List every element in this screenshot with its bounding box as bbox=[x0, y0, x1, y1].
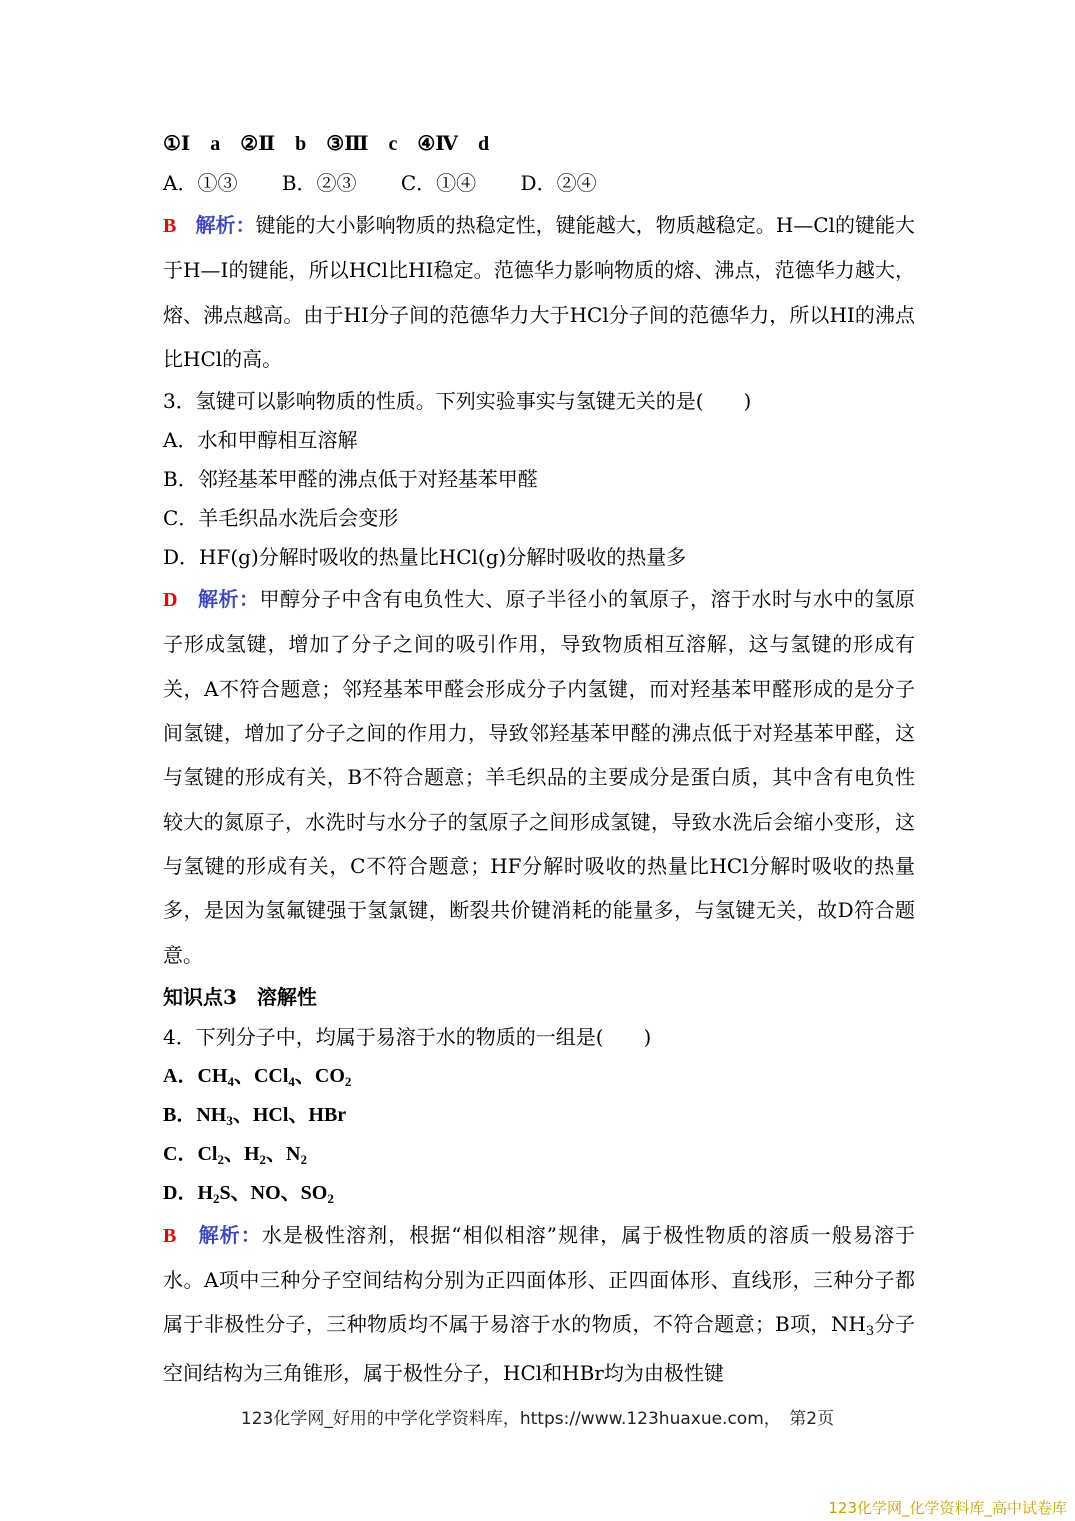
q4-option-d: D．$H_2S$、NO、$SO_2$ bbox=[163, 1181, 334, 1206]
q2-analysis-text: 键能的大小影响物质的热稳定性，键能越大，物质越稳定。H—Cl的键能大于H—I的键能，所以HCl比HI稳定。范德华力影响物质的熔、沸点，范德华力越大，熔、沸点越高。由于HI分子间的范德华力大于HCl分子间的范德华力，所以HI的沸点比HCl的高。 bbox=[163, 213, 916, 371]
q2-pairs: ①Ⅰ a ②Ⅱ b ③Ⅲ c ④Ⅳ d bbox=[163, 133, 490, 155]
q2-option-d: D．②④ bbox=[520, 171, 597, 195]
q2-option-a: A．①③ bbox=[163, 171, 238, 195]
q3-stem: 3．氢键可以影响物质的性质。下列实验事实与氢键无关的是( ) bbox=[163, 389, 752, 414]
q2-explanation bbox=[163, 203, 915, 381]
q3-analysis-label: 解析： bbox=[198, 587, 260, 612]
q4-analysis-label: 解析： bbox=[198, 1222, 262, 1247]
q4-explanation: B 解析：水是极性溶剂，根据“相似相溶”规律，属于极性物质的溶质一般易溶于水。A项中三种分子空间结构分别为正四面体形、正四面体形、直线形，三种分子都属于非极性分子，三种物质均不属于易溶于水的物质，不符合题意；B项，$NH_3$分子空间结构为三角锥形，属于极性分子，HCl和HBr均为由极性键 bbox=[163, 1222, 916, 1385]
section-heading: 知识点3 溶解性 bbox=[163, 984, 317, 1009]
q3-option-b: B．邻羟基苯甲醛的沸点低于对羟基苯甲醛 bbox=[163, 467, 538, 492]
q4-option-a: A．$CH_4$、CCl$_4$、$CO_2$ bbox=[163, 1064, 352, 1089]
q4-option-c: C．$Cl_2$、$H_2$、$N_2$ bbox=[163, 1142, 307, 1167]
page-footer: 123化学网_好用的中学化学资料库，https://www.123huaxue.com， 第2页 bbox=[240, 1409, 835, 1429]
q3-option-c: C．羊毛织品水洗后会变形 bbox=[163, 506, 399, 531]
q2-options bbox=[163, 164, 915, 203]
q3-option-a: A．水和甲醇相互溶解 bbox=[163, 428, 358, 453]
q4-stem: 4．下列分子中，均属于易溶于水的物质的一组是( ) bbox=[163, 1024, 652, 1049]
q4-answer: B bbox=[163, 1224, 177, 1247]
q4-option-b: B．$NH_3$、HCl、HBr bbox=[163, 1103, 347, 1128]
watermark-text: 123化学网_化学资料库_高中试卷库 bbox=[828, 1499, 1067, 1517]
q2-analysis-label: 解析： bbox=[195, 213, 256, 237]
q3-analysis-text: 甲醇分子中含有电负性大、原子半径小的氧原子，溶于水时与水中的氢原子形成氢键，增加了分子之间的吸引作用，导致物质相互溶解，这与氢键的形成有关，A不符合题意；邻羟基苯甲醛会形成分子内氢键，而对羟基苯甲醛形成的是分子间氢键，增加了分子之间的作用力，导致邻羟基苯甲醛的沸点低于对羟基苯甲醛，这与氢键的形成有关，B不符合题意；羊毛织品的主要成分是蛋白质，其中含有电负性较大的氮原子，水洗时与水分子的氢原子之间形成氢键，导致水洗后会缩小变形，这与氢键的形成有关，C不符合题意；HF分解时吸收的热量比HCl分解时吸收的热量多，是因为氢氟键强于氢氯键，断裂共价键消耗的能量多，与氢键无关，故D符合题意。 bbox=[163, 587, 916, 967]
q2-answer: B bbox=[163, 215, 177, 237]
q2-option-b: B．②③ bbox=[281, 171, 357, 195]
q3-option-d: D．HF(g)分解时吸收的热量比HCl(g)分解时吸收的热量多 bbox=[163, 545, 687, 570]
q3-answer: D bbox=[163, 589, 178, 612]
page-content bbox=[163, 124, 915, 1395]
q2-option-c: C．①④ bbox=[400, 171, 477, 195]
q3-explanation bbox=[163, 577, 915, 977]
